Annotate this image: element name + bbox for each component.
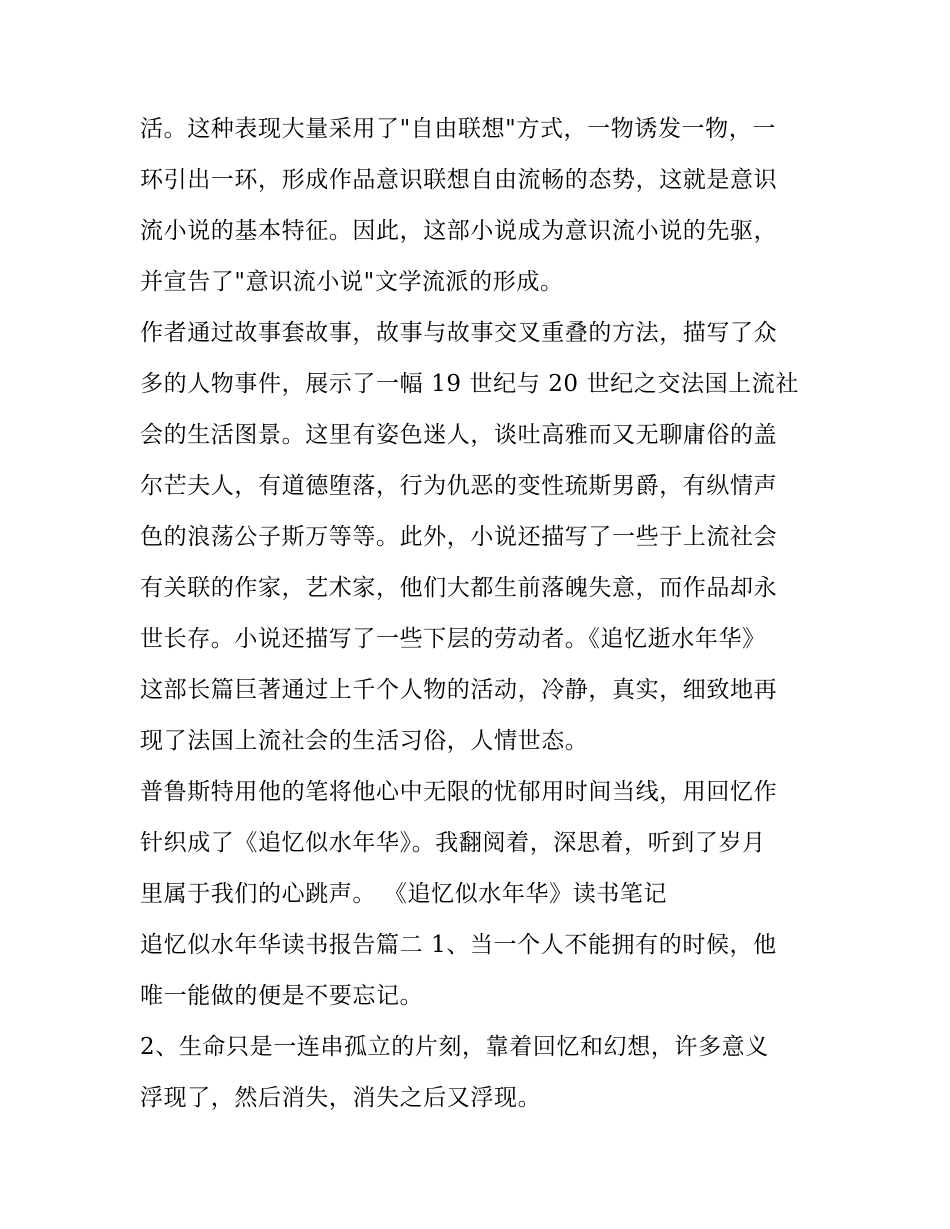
text-line: 尔芒夫人，有道德堕落，行为仇恶的变性琉斯男爵，有纵情声 — [140, 473, 778, 499]
text-line: 里属于我们的心跳声。 《追忆似水年华》读书笔记 — [140, 881, 668, 907]
text-line: 会的生活图景。这里有姿色迷人，谈吐高雅而又无聊庸俗的盖 — [140, 422, 778, 448]
text-line: 并宣告了"意识流小说"文学流派的形成。 — [140, 269, 564, 295]
text-line: 作者通过故事套故事，故事与故事交叉重叠的方法，描写了众 — [140, 320, 778, 346]
text-line: 活。这种表现大量采用了"自由联想"方式，一物诱发一物，一 — [140, 116, 776, 142]
text-line: 追忆似水年华读书报告篇二 1、当一个人不能拥有的时候，他 — [140, 932, 777, 958]
text-line: 色的浪荡公子斯万等等。此外，小说还描写了一些于上流社会 — [140, 524, 778, 550]
text-line: 这部长篇巨著通过上千个人物的活动，冷静，真实，细致地再 — [140, 677, 778, 703]
text-line: 世长存。小说还描写了一些下层的劳动者。《追忆逝水年华》 — [140, 626, 766, 652]
text-line: 环引出一环，形成作品意识联想自由流畅的态势，这就是意识 — [140, 167, 778, 193]
text-line: 唯一能做的便是不要忘记。 — [140, 983, 424, 1009]
text-line: 2、生命只是一连串孤立的片刻，靠着回忆和幻想，许多意义 — [140, 1034, 769, 1060]
text-line: 现了法国上流社会的生活习俗，人情世态。 — [140, 728, 589, 754]
text-line: 有关联的作家，艺术家，他们大都生前落魄失意，而作品却永 — [140, 575, 778, 601]
text-line: 浮现了，然后消失，消失之后又浮现。 — [140, 1085, 542, 1111]
text-line: 普鲁斯特用他的笔将他心中无限的忧郁用时间当线，用回忆作 — [140, 779, 778, 805]
text-line: 流小说的基本特征。因此，这部小说成为意识流小说的先驱， — [140, 218, 778, 244]
text-line: 多的人物事件，展示了一幅 19 世纪与 20 世纪之交法国上流社 — [140, 371, 799, 397]
text-line: 针织成了《追忆似水年华》。我翻阅着，深思着，听到了岁月 — [140, 830, 766, 856]
